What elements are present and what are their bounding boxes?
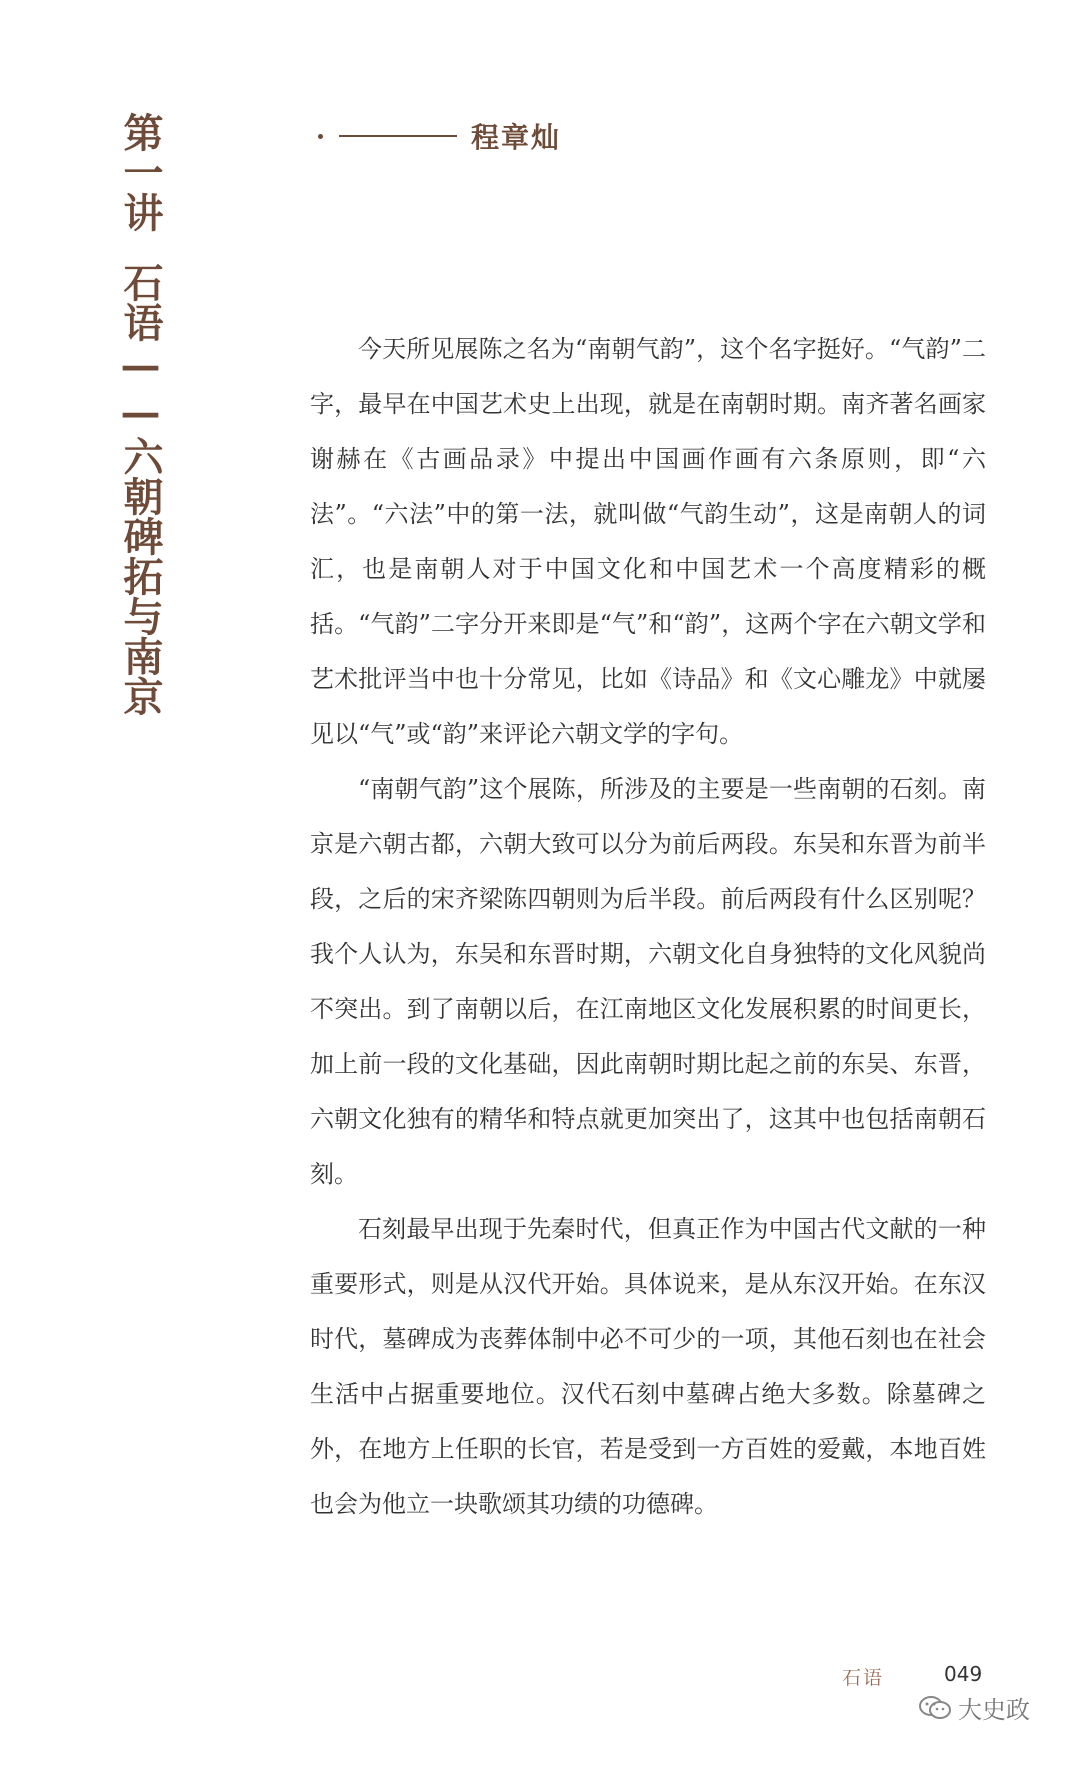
- author-name: 程章灿: [471, 121, 562, 154]
- paragraph-2: “南朝气韵”这个展陈，所涉及的主要是一些南朝的石刻。南京是六朝古都，六朝大致可以分为前后两段。东吴和东晋为前半段，之后的宋齐梁陈四朝则为后半段。前后两段有什么区别呢？我个人认为，东吴和东晋时期，六朝文化自身独特的文化风貌尚不突出。到了南朝以后，在江南地区文化发展积累的时间更长，加上前一段的文化基础，因此南朝时期比起之前的东吴、东晋，六朝文化独有的精华和特点就更加突出了，这其中也包括南朝石刻。: [310, 775, 986, 1188]
- chapter-title: [112, 112, 164, 716]
- page-number: 049: [944, 1662, 983, 1686]
- paragraph-1: 今天所见展陈之名为“南朝气韵”，这个名字挺好。“气韵”二字，最早在中国艺术史上出现，就是在南朝时期。南齐著名画家谢赫在《古画品录》中提出中国画作画有六条原则，即“六法”。“六法”中的第一法，就叫做“气韵生动”，这是南朝人的词汇，也是南朝人对于中国文化和中国艺术一个高度精彩的概括。“气韵”二字分开来即是“气”和“韵”，这两个字在六朝文学和艺术批评当中也十分常见，比如《诗品》和《文心雕龙》中就屡见以“气”或“韵”来评论六朝文学的字句。: [310, 335, 986, 748]
- paragraph-3: 石刻最早出现于先秦时代，但真正作为中国古代文献的一种重要形式，则是从汉代开始。具体说来，是从东汉开始。在东汉时代，墓碑成为丧葬体制中必不可少的一项，其他石刻也在社会生活中占据重要地位。汉代石刻中墓碑占绝大多数。除墓碑之外，在地方上任职的长官，若是受到一方百姓的爱戴，本地百姓也会为他立一块歌颂其功绩的功德碑。: [310, 1215, 986, 1518]
- body-text: [310, 322, 986, 1532]
- chapter-subtitle: 石语——六朝碑拓与南京: [117, 262, 164, 716]
- running-footer-section: 石语: [842, 1667, 885, 1689]
- watermark: [918, 1690, 1030, 1725]
- chapter-number: 第一讲: [117, 112, 164, 232]
- author-rule: [339, 135, 457, 137]
- author-line: [318, 116, 561, 156]
- wechat-icon: [918, 1695, 952, 1721]
- author-dot-icon: [318, 134, 323, 139]
- watermark-text: 大史政: [958, 1696, 1030, 1724]
